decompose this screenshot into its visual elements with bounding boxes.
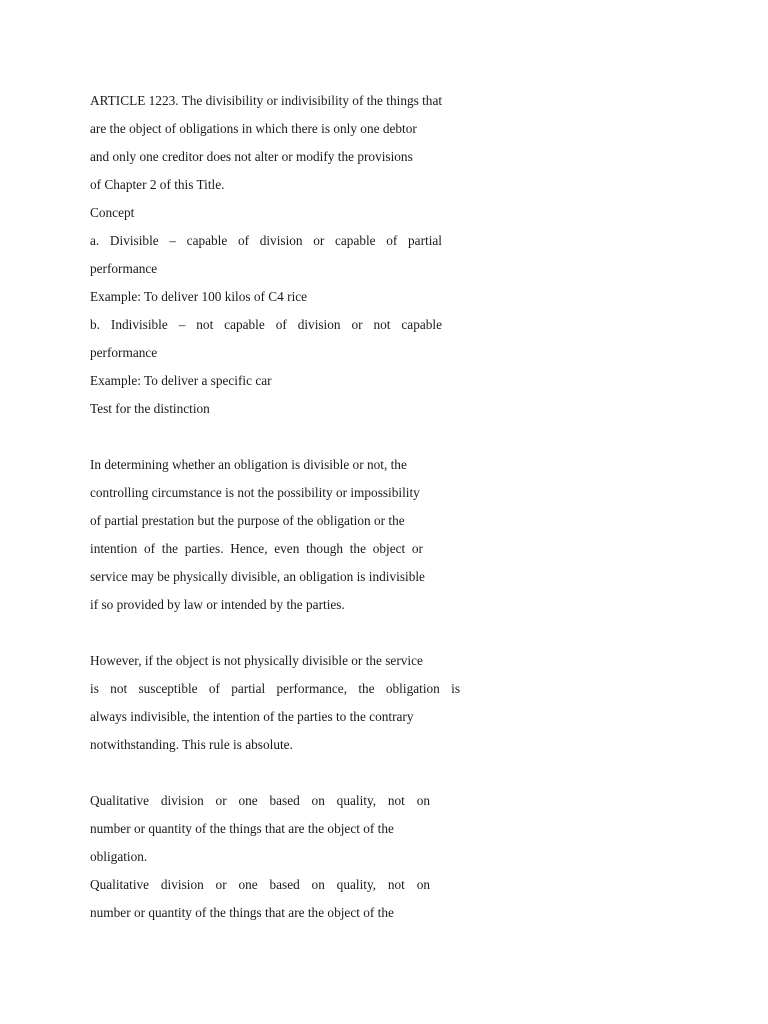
text-line: Test for the distinction bbox=[90, 401, 210, 416]
text-line: In determining whether an obligation is divisible or not, the bbox=[90, 457, 407, 472]
text-line: ARTICLE 1223. The divisibility or indivisibility of the things that bbox=[90, 93, 443, 108]
text-line: performance bbox=[90, 345, 158, 360]
text-line: and only one creditor does not alter or modify the provisions bbox=[90, 149, 413, 164]
text-line: number or quantity of the things that are the object of the bbox=[90, 821, 394, 836]
text-line: of Chapter 2 of this Title. bbox=[90, 177, 225, 192]
text-line: performance bbox=[90, 261, 158, 276]
paragraph-spacer bbox=[90, 619, 470, 647]
text-line: Concept bbox=[90, 205, 135, 220]
text-line: is not susceptible of partial performance, the obligation is bbox=[90, 681, 460, 696]
text-line: However, if the object is not physically divisible or the service bbox=[90, 653, 423, 668]
text-line: controlling circumstance is not the possibility or impossibility bbox=[90, 485, 420, 500]
text-line: always indivisible, the intention of the parties to the contrary bbox=[90, 709, 414, 724]
text-line: Qualitative division or one based on quality, not on bbox=[90, 877, 430, 892]
text-line: obligation. bbox=[90, 849, 148, 864]
text-line: Example: To deliver 100 kilos of C4 rice bbox=[90, 289, 308, 304]
text-line: Example: To deliver a specific car bbox=[90, 373, 272, 388]
text-line: a. Divisible – capable of division or capable of partial bbox=[90, 233, 442, 248]
text-line: are the object of obligations in which there is only one debtor bbox=[90, 121, 417, 136]
text-line: of partial prestation but the purpose of the obligation or the bbox=[90, 513, 405, 528]
text-line: Qualitative division or one based on quality, not on bbox=[90, 793, 430, 808]
document-page bbox=[90, 87, 470, 927]
text-line: service may be physically divisible, an obligation is indivisible bbox=[90, 569, 425, 584]
text-line: intention of the parties. Hence, even though the object or bbox=[90, 541, 423, 556]
paragraph-spacer bbox=[90, 423, 470, 451]
text-line: number or quantity of the things that are the object of the bbox=[90, 905, 394, 920]
text-line: if so provided by law or intended by the parties. bbox=[90, 597, 345, 612]
text-line: notwithstanding. This rule is absolute. bbox=[90, 737, 293, 752]
paragraph-spacer bbox=[90, 759, 470, 787]
text-line: b. Indivisible – not capable of division or not capable bbox=[90, 317, 442, 332]
